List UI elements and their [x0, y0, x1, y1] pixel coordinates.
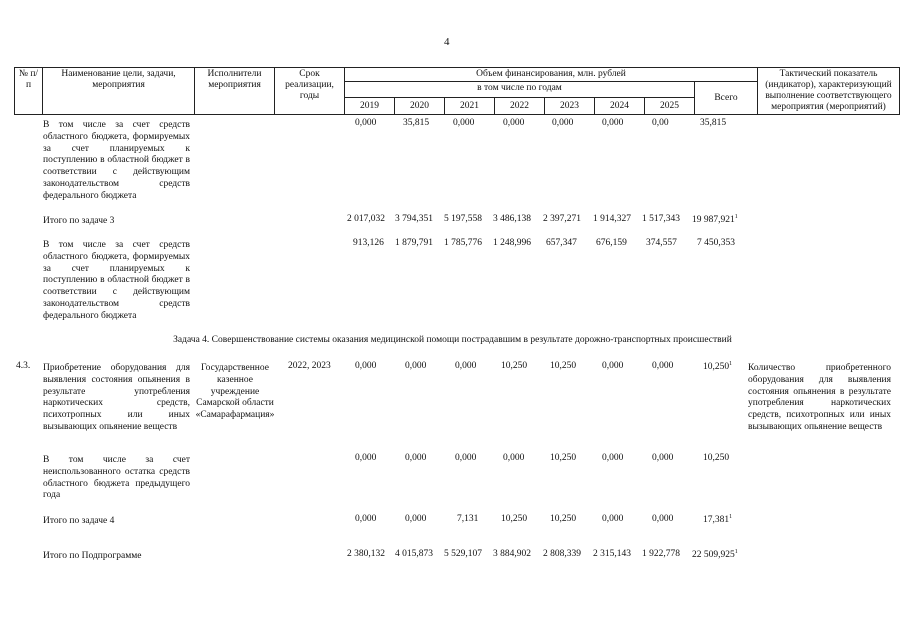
row-value: 676,159: [596, 238, 627, 248]
col-funding-header: Объем финансирования, млн. рублей: [345, 68, 758, 82]
row-value: 0,000: [455, 453, 477, 463]
row-value: 0,000: [552, 118, 574, 128]
item-executor: Государственное казенное учреждение Самарской области «Самарафармация»: [195, 363, 275, 421]
row-value: 5 197,558: [444, 214, 482, 224]
row-value: 0,000: [355, 361, 377, 371]
page-number: 4: [444, 36, 450, 48]
item-indicator: Количество приобретенного оборудования для выявления состояния опьянения в результате употребления наркотических средств, психотропных или иных вызывающих опьянение веществ: [748, 363, 891, 432]
item-period: 2022, 2023: [288, 361, 331, 371]
row-value: 1 914,327: [593, 214, 631, 224]
row-value: 3 794,351: [395, 214, 433, 224]
row-value: 657,347: [546, 238, 577, 248]
row-value: 0,000: [602, 453, 624, 463]
row-value: 0,000: [503, 453, 525, 463]
row-value: 10,250: [550, 514, 577, 524]
row-label: Итого по Подпрограмме: [43, 551, 142, 561]
row-value: 1 517,343: [642, 214, 680, 224]
col-executor-header: Исполнители мероприятия: [195, 68, 275, 115]
row-value: 0,000: [652, 361, 674, 371]
year-header: 2020: [395, 98, 445, 115]
row-value: 0,000: [503, 118, 525, 128]
row-value: 1 248,996: [493, 238, 531, 248]
row-value: 7,131: [457, 514, 479, 524]
row-value: 0,000: [455, 361, 477, 371]
year-header: 2023: [545, 98, 595, 115]
row-value: 1 922,778: [642, 549, 680, 559]
row-value: 3 486,138: [493, 214, 531, 224]
item-number: 4.3.: [16, 361, 31, 371]
row-value: 0,000: [405, 361, 427, 371]
col-num-header: № п/п: [15, 68, 43, 115]
row-total: 35,815: [700, 118, 727, 128]
row-value: 4 015,873: [395, 549, 433, 559]
col-indicator-header: Тактический показатель (индикатор), характеризующий выполнение соответствующего мероприятия (мероприятий): [758, 68, 900, 115]
col-period-header: Срок реализации, годы: [275, 68, 345, 115]
row-value: 10,250: [550, 453, 577, 463]
row-total: 17,381$^1$: [703, 514, 733, 526]
year-header: 2024: [595, 98, 645, 115]
row-value: 2 017,032: [347, 214, 385, 224]
year-header: 2021: [445, 98, 495, 115]
year-header: 2022: [495, 98, 545, 115]
row-value: 0,000: [355, 118, 377, 128]
row-label: В том числе за счет неиспользованного остатка средств областного бюджета предыдущего года: [43, 455, 190, 501]
row-value: 1 785,776: [444, 238, 482, 248]
row-value: 0,000: [355, 453, 377, 463]
row-value: 0,00: [652, 118, 669, 128]
row-value: 0,000: [453, 118, 475, 128]
row-value: 0,000: [652, 453, 674, 463]
row-value: 0,000: [602, 514, 624, 524]
row-value: 2 380,132: [347, 549, 385, 559]
row-value: 5 529,107: [444, 549, 482, 559]
row-value: 0,000: [405, 453, 427, 463]
row-value: 0,000: [602, 361, 624, 371]
row-value: 2 397,271: [543, 214, 581, 224]
row-value: 35,815: [403, 118, 430, 128]
row-value: 374,557: [646, 238, 677, 248]
row-total: 7 450,353: [697, 238, 735, 248]
row-value: 0,000: [355, 514, 377, 524]
row-total: 19 987,921$^1$: [692, 214, 738, 226]
item-name: Приобретение оборудования для выявления состояния опьянения в результате употребления наркотических средств, психотропных или иных вызывающих опьянение веществ: [43, 363, 190, 432]
col-total-header: Всего: [695, 82, 758, 115]
row-value: 10,250: [501, 514, 528, 524]
year-header: 2025: [645, 98, 695, 115]
row-label: Итого по задаче 4: [43, 516, 115, 526]
row-value: 10,250: [501, 361, 528, 371]
row-value: 10,250: [550, 361, 577, 371]
task-4-title: Задача 4. Совершенствование системы оказания медицинской помощи пострадавшим в результате дорожно-транспортных происшествий: [173, 335, 732, 345]
row-total: 22 509,925$^1$: [692, 549, 738, 561]
year-header: 2019: [345, 98, 395, 115]
row-value: 913,126: [353, 238, 384, 248]
row-value: 3 884,902: [493, 549, 531, 559]
row-value: 0,000: [652, 514, 674, 524]
row-total: 10,250: [703, 453, 730, 463]
row-label: В том числе за счет средств областного бюджета, формируемых за счет планируемых к поступлению в областной бюджет в соответствии с действующим законодательством средств федерального бюджета: [43, 240, 190, 321]
row-value: 2 808,339: [543, 549, 581, 559]
row-value: 0,000: [602, 118, 624, 128]
row-value: 2 315,143: [593, 549, 631, 559]
row-label: В том числе за счет средств областного бюджета, формируемых за счет планируемых к поступлению в областной бюджет в соответствии с действующим законодательством средств федерального бюджета: [43, 120, 190, 201]
row-total: 10,250$^1$: [703, 361, 733, 373]
col-by-years-header: в том числе по годам: [345, 82, 695, 98]
row-value: 0,000: [405, 514, 427, 524]
row-value: 1 879,791: [395, 238, 433, 248]
table-header: [14, 67, 900, 115]
row-label: Итого по задаче 3: [43, 216, 115, 226]
col-name-header: Наименование цели, задачи, мероприятия: [43, 68, 195, 115]
